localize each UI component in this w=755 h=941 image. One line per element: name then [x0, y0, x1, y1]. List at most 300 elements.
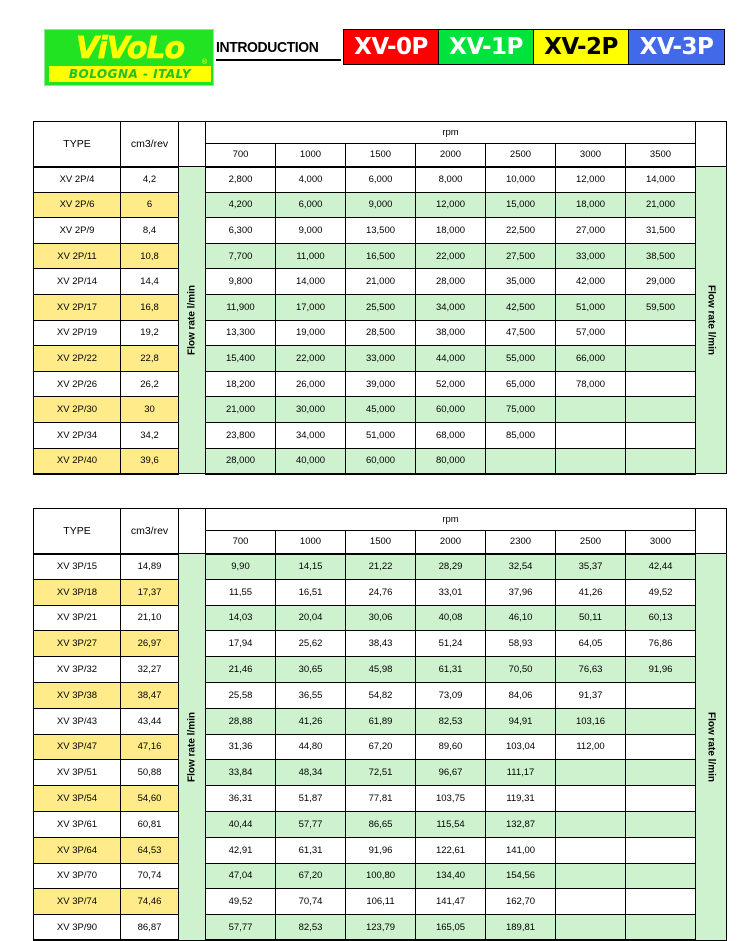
cell-flow-rate: 11,900: [206, 294, 276, 320]
cell-type: XV 3P/90: [34, 915, 121, 941]
cell-displacement: 30: [121, 397, 179, 423]
table-row: [34, 579, 727, 605]
cell-displacement: 8,4: [121, 218, 179, 244]
table-row: [34, 346, 727, 372]
cell-flow-rate: 41,26: [276, 708, 346, 734]
cell-flow-rate: 33,01: [416, 579, 486, 605]
table-row: [34, 554, 727, 580]
cell-type: XV 3P/70: [34, 863, 121, 889]
cell-flow-rate: [626, 682, 696, 708]
cell-flow-rate: 25,58: [206, 682, 276, 708]
cell-flow-rate: [556, 837, 626, 863]
cell-displacement: 64,53: [121, 837, 179, 863]
cell-type: XV 3P/47: [34, 734, 121, 760]
section-title-block: [216, 38, 341, 61]
cell-flow-rate: [626, 863, 696, 889]
cell-flow-rate: 6,000: [346, 167, 416, 193]
table-row: [34, 708, 727, 734]
cell-flow-rate: 24,76: [346, 579, 416, 605]
cell-flow-rate: 23,800: [206, 422, 276, 448]
cell-flow-rate: 57,77: [276, 811, 346, 837]
cell-flow-rate: 28,500: [346, 320, 416, 346]
col-header-displacement: cm3/rev: [121, 122, 179, 167]
cell-displacement: 14,89: [121, 554, 179, 580]
cell-flow-rate: 14,15: [276, 554, 346, 580]
header-spacer-left: [179, 122, 206, 167]
cell-flow-rate: 48,34: [276, 760, 346, 786]
cell-flow-rate: 77,81: [346, 786, 416, 812]
cell-flow-rate: 21,22: [346, 554, 416, 580]
cell-flow-rate: 13,300: [206, 320, 276, 346]
cell-flow-rate: 61,31: [276, 837, 346, 863]
cell-type: XV 3P/64: [34, 837, 121, 863]
cell-type: XV 3P/61: [34, 811, 121, 837]
cell-flow-rate: 67,20: [346, 734, 416, 760]
cell-flow-rate: [626, 320, 696, 346]
cell-flow-rate: [626, 760, 696, 786]
cell-flow-rate: 64,05: [556, 631, 626, 657]
cell-flow-rate: 55,000: [486, 346, 556, 372]
cell-displacement: 22,8: [121, 346, 179, 372]
cell-flow-rate: 86,65: [346, 811, 416, 837]
cell-displacement: 54,60: [121, 786, 179, 812]
table-body: [34, 167, 727, 474]
cell-flow-rate: 9,000: [346, 192, 416, 218]
cell-displacement: 14,4: [121, 269, 179, 295]
col-header-rpm-2500: 2500: [486, 144, 556, 167]
cell-flow-rate: 30,65: [276, 657, 346, 683]
cell-flow-rate: 41,26: [556, 579, 626, 605]
cell-flow-rate: 141,47: [416, 889, 486, 915]
cell-flow-rate: 10,000: [486, 167, 556, 193]
table-body: [34, 554, 727, 941]
cell-type: XV 2P/22: [34, 346, 121, 372]
cell-flow-rate: 76,86: [626, 631, 696, 657]
cell-type: XV 3P/38: [34, 682, 121, 708]
cell-displacement: 10,8: [121, 243, 179, 269]
cell-flow-rate: 22,500: [486, 218, 556, 244]
cell-flow-rate: 33,84: [206, 760, 276, 786]
header-spacer-right: [696, 509, 727, 554]
cell-flow-rate: 100,80: [346, 863, 416, 889]
flow-rate-label-right: [696, 554, 727, 941]
cell-flow-rate: 15,000: [486, 192, 556, 218]
cell-displacement: 16,8: [121, 294, 179, 320]
flow-rate-label-text: Flow rate l/min: [186, 711, 198, 782]
cell-flow-rate: 31,500: [626, 218, 696, 244]
cell-flow-rate: 26,000: [276, 371, 346, 397]
col-header-rpm-1000: 1000: [276, 144, 346, 167]
col-header-rpm-700: 700: [206, 144, 276, 167]
cell-type: XV 3P/27: [34, 631, 121, 657]
cell-flow-rate: 9,90: [206, 554, 276, 580]
table-row: [34, 657, 727, 683]
cell-type: XV 2P/11: [34, 243, 121, 269]
cell-flow-rate: 21,000: [346, 269, 416, 295]
cell-type: XV 2P/34: [34, 422, 121, 448]
cell-displacement: 43,44: [121, 708, 179, 734]
cell-flow-rate: 38,000: [416, 320, 486, 346]
table-row: [34, 889, 727, 915]
table-row: [34, 605, 727, 631]
cell-flow-rate: 13,500: [346, 218, 416, 244]
cell-flow-rate: 59,500: [626, 294, 696, 320]
cell-flow-rate: 51,000: [556, 294, 626, 320]
cell-type: XV 3P/32: [34, 657, 121, 683]
cell-flow-rate: 29,000: [626, 269, 696, 295]
cell-flow-rate: 82,53: [276, 915, 346, 941]
cell-flow-rate: 37,96: [486, 579, 556, 605]
table-row: [34, 192, 727, 218]
col-header-rpm-1500: 1500: [346, 144, 416, 167]
cell-flow-rate: 2,800: [206, 167, 276, 193]
header-spacer-right: [696, 122, 727, 167]
col-header-rpm-1000: 1000: [276, 531, 346, 554]
cell-flow-rate: 38,43: [346, 631, 416, 657]
cell-flow-rate: 154,56: [486, 863, 556, 889]
cell-flow-rate: 40,000: [276, 448, 346, 474]
cell-flow-rate: 61,31: [416, 657, 486, 683]
cell-flow-rate: 14,000: [276, 269, 346, 295]
table-row: [34, 734, 727, 760]
title-underline: [216, 59, 341, 61]
cell-flow-rate: 115,54: [416, 811, 486, 837]
flow-rate-label-text: Flow rate l/min: [705, 285, 717, 356]
cell-flow-rate: 60,000: [416, 397, 486, 423]
series-badge-xv-3p[interactable]: XV-3P: [629, 30, 724, 64]
cell-displacement: 4,2: [121, 167, 179, 193]
cell-flow-rate: 76,63: [556, 657, 626, 683]
cell-displacement: 32,27: [121, 657, 179, 683]
col-header-displacement: cm3/rev: [121, 509, 179, 554]
cell-flow-rate: [626, 837, 696, 863]
cell-flow-rate: [556, 448, 626, 474]
cell-flow-rate: 9,800: [206, 269, 276, 295]
cell-displacement: 6: [121, 192, 179, 218]
cell-flow-rate: 25,500: [346, 294, 416, 320]
table-row: [34, 167, 727, 193]
table-row: [34, 448, 727, 474]
series-badge-xv-2p[interactable]: XV-2P: [534, 30, 629, 64]
cell-flow-rate: 8,000: [416, 167, 486, 193]
cell-flow-rate: 35,37: [556, 554, 626, 580]
cell-flow-rate: 57,000: [556, 320, 626, 346]
cell-flow-rate: 18,000: [556, 192, 626, 218]
cell-type: XV 3P/21: [34, 605, 121, 631]
cell-flow-rate: [626, 786, 696, 812]
cell-flow-rate: 4,000: [276, 167, 346, 193]
cell-flow-rate: 39,000: [346, 371, 416, 397]
cell-flow-rate: 82,53: [416, 708, 486, 734]
cell-flow-rate: 91,96: [346, 837, 416, 863]
cell-flow-rate: 111,17: [486, 760, 556, 786]
series-badge-group: [343, 29, 725, 65]
cell-flow-rate: 42,500: [486, 294, 556, 320]
cell-flow-rate: 73,09: [416, 682, 486, 708]
cell-flow-rate: 22,000: [416, 243, 486, 269]
col-header-rpm-1500: 1500: [346, 531, 416, 554]
table-row: [34, 811, 727, 837]
cell-flow-rate: 36,55: [276, 682, 346, 708]
cell-flow-rate: [626, 708, 696, 734]
flow-rate-label-left: [179, 554, 206, 941]
cell-flow-rate: 50,11: [556, 605, 626, 631]
cell-flow-rate: 28,29: [416, 554, 486, 580]
cell-flow-rate: 52,000: [416, 371, 486, 397]
col-header-rpm-2000: 2000: [416, 531, 486, 554]
cell-flow-rate: 27,500: [486, 243, 556, 269]
cell-flow-rate: [556, 397, 626, 423]
table-row: [34, 320, 727, 346]
cell-displacement: 60,81: [121, 811, 179, 837]
table-row: [34, 269, 727, 295]
cell-flow-rate: 42,91: [206, 837, 276, 863]
cell-flow-rate: 9,000: [276, 218, 346, 244]
flow-rate-label-right: [696, 167, 727, 474]
cell-flow-rate: 6,000: [276, 192, 346, 218]
cell-type: XV 2P/4: [34, 167, 121, 193]
cell-flow-rate: 51,87: [276, 786, 346, 812]
cell-flow-rate: 25,62: [276, 631, 346, 657]
cell-flow-rate: 85,000: [486, 422, 556, 448]
table-row: [34, 863, 727, 889]
cell-flow-rate: 54,82: [346, 682, 416, 708]
cell-flow-rate: [626, 422, 696, 448]
cell-flow-rate: 112,00: [556, 734, 626, 760]
cell-flow-rate: [626, 448, 696, 474]
cell-displacement: 21,10: [121, 605, 179, 631]
registered-mark-icon: ®: [201, 58, 208, 66]
cell-flow-rate: 60,13: [626, 605, 696, 631]
cell-flow-rate: [626, 397, 696, 423]
cell-flow-rate: 122,61: [416, 837, 486, 863]
flow-rate-table-xv-3p: [33, 508, 727, 941]
cell-flow-rate: 58,93: [486, 631, 556, 657]
cell-flow-rate: 165,05: [416, 915, 486, 941]
cell-flow-rate: 70,74: [276, 889, 346, 915]
cell-flow-rate: 36,31: [206, 786, 276, 812]
cell-flow-rate: 51,000: [346, 422, 416, 448]
cell-displacement: 50,88: [121, 760, 179, 786]
cell-flow-rate: 68,000: [416, 422, 486, 448]
cell-flow-rate: 75,000: [486, 397, 556, 423]
col-header-rpm-700: 700: [206, 531, 276, 554]
cell-flow-rate: 103,16: [556, 708, 626, 734]
cell-flow-rate: 44,000: [416, 346, 486, 372]
logo-subtitle: BOLOGNA - ITALY: [49, 66, 211, 82]
cell-flow-rate: 16,51: [276, 579, 346, 605]
cell-flow-rate: [556, 786, 626, 812]
cell-flow-rate: 45,000: [346, 397, 416, 423]
cell-type: XV 2P/9: [34, 218, 121, 244]
cell-flow-rate: 132,87: [486, 811, 556, 837]
cell-type: XV 3P/54: [34, 786, 121, 812]
cell-flow-rate: [626, 734, 696, 760]
cell-flow-rate: [626, 811, 696, 837]
cell-flow-rate: 134,40: [416, 863, 486, 889]
table-row: [34, 422, 727, 448]
cell-flow-rate: 14,000: [626, 167, 696, 193]
cell-type: XV 2P/14: [34, 269, 121, 295]
cell-type: XV 3P/15: [34, 554, 121, 580]
cell-flow-rate: 21,46: [206, 657, 276, 683]
table-header: [34, 122, 727, 167]
table-row: [34, 786, 727, 812]
cell-flow-rate: 34,000: [276, 422, 346, 448]
cell-flow-rate: 47,500: [486, 320, 556, 346]
cell-flow-rate: 34,000: [416, 294, 486, 320]
cell-flow-rate: 96,67: [416, 760, 486, 786]
table-row: [34, 631, 727, 657]
cell-flow-rate: 123,79: [346, 915, 416, 941]
col-header-rpm-3000: 3000: [626, 531, 696, 554]
cell-flow-rate: 4,200: [206, 192, 276, 218]
cell-displacement: 39,6: [121, 448, 179, 474]
cell-flow-rate: 141,00: [486, 837, 556, 863]
table-row: [34, 837, 727, 863]
vivolo-logo: [44, 29, 214, 86]
header-spacer-left: [179, 509, 206, 554]
cell-type: XV 3P/18: [34, 579, 121, 605]
cell-flow-rate: 42,44: [626, 554, 696, 580]
cell-type: XV 2P/26: [34, 371, 121, 397]
cell-type: XV 2P/17: [34, 294, 121, 320]
table-row: [34, 682, 727, 708]
cell-flow-rate: 14,03: [206, 605, 276, 631]
flow-rate-label-left: [179, 167, 206, 474]
cell-flow-rate: 103,75: [416, 786, 486, 812]
cell-type: XV 3P/74: [34, 889, 121, 915]
cell-flow-rate: [626, 889, 696, 915]
col-header-rpm-3000: 3000: [556, 144, 626, 167]
cell-flow-rate: 12,000: [416, 192, 486, 218]
cell-type: XV 2P/30: [34, 397, 121, 423]
col-header-rpm-2500: 2500: [556, 531, 626, 554]
logo-wordmark: ViVoLo: [75, 31, 185, 66]
col-header-rpm-3500: 3500: [626, 144, 696, 167]
cell-type: XV 2P/40: [34, 448, 121, 474]
cell-flow-rate: 28,88: [206, 708, 276, 734]
cell-flow-rate: [556, 889, 626, 915]
col-header-rpm-2000: 2000: [416, 144, 486, 167]
cell-flow-rate: 44,80: [276, 734, 346, 760]
cell-flow-rate: 60,000: [346, 448, 416, 474]
cell-flow-rate: 18,000: [416, 218, 486, 244]
cell-flow-rate: 65,000: [486, 371, 556, 397]
cell-flow-rate: 57,77: [206, 915, 276, 941]
cell-displacement: 47,16: [121, 734, 179, 760]
cell-displacement: 38,47: [121, 682, 179, 708]
col-header-type: TYPE: [34, 509, 121, 554]
page-title: INTRODUCTION: [216, 39, 319, 56]
table-row: [34, 243, 727, 269]
cell-flow-rate: 38,500: [626, 243, 696, 269]
cell-flow-rate: 89,60: [416, 734, 486, 760]
cell-type: XV 3P/51: [34, 760, 121, 786]
cell-flow-rate: 40,44: [206, 811, 276, 837]
cell-flow-rate: 67,20: [276, 863, 346, 889]
cell-displacement: 86,87: [121, 915, 179, 941]
cell-displacement: 70,74: [121, 863, 179, 889]
cell-type: XV 3P/43: [34, 708, 121, 734]
cell-flow-rate: 119,31: [486, 786, 556, 812]
cell-displacement: 26,97: [121, 631, 179, 657]
col-header-rpm-group: rpm: [206, 122, 696, 144]
cell-flow-rate: 84,06: [486, 682, 556, 708]
cell-flow-rate: 28,000: [206, 448, 276, 474]
cell-flow-rate: 189,81: [486, 915, 556, 941]
cell-flow-rate: 42,000: [556, 269, 626, 295]
cell-flow-rate: [556, 863, 626, 889]
cell-displacement: 17,37: [121, 579, 179, 605]
cell-flow-rate: 66,000: [556, 346, 626, 372]
cell-flow-rate: 33,000: [346, 346, 416, 372]
cell-flow-rate: [626, 371, 696, 397]
col-header-rpm-2300: 2300: [486, 531, 556, 554]
cell-flow-rate: 21,000: [206, 397, 276, 423]
cell-flow-rate: 103,04: [486, 734, 556, 760]
cell-flow-rate: 94,91: [486, 708, 556, 734]
cell-flow-rate: 30,06: [346, 605, 416, 631]
col-header-type: TYPE: [34, 122, 121, 167]
cell-flow-rate: 33,000: [556, 243, 626, 269]
flow-rate-label-text: Flow rate l/min: [705, 711, 717, 782]
cell-flow-rate: [556, 811, 626, 837]
cell-flow-rate: [556, 760, 626, 786]
cell-flow-rate: 6,300: [206, 218, 276, 244]
table-row: [34, 218, 727, 244]
cell-flow-rate: 17,94: [206, 631, 276, 657]
cell-flow-rate: 46,10: [486, 605, 556, 631]
page-header: [0, 0, 755, 100]
table-row: [34, 760, 727, 786]
cell-flow-rate: 15,400: [206, 346, 276, 372]
cell-flow-rate: 106,11: [346, 889, 416, 915]
table-row: [34, 294, 727, 320]
cell-displacement: 26,2: [121, 371, 179, 397]
series-badge-xv-0p[interactable]: XV-0P: [344, 30, 439, 64]
cell-flow-rate: 51,24: [416, 631, 486, 657]
cell-flow-rate: 35,000: [486, 269, 556, 295]
cell-flow-rate: 61,89: [346, 708, 416, 734]
cell-flow-rate: 21,000: [626, 192, 696, 218]
series-badge-xv-1p[interactable]: XV-1P: [439, 30, 534, 64]
table-row: [34, 371, 727, 397]
cell-flow-rate: 45,98: [346, 657, 416, 683]
cell-displacement: 19,2: [121, 320, 179, 346]
cell-flow-rate: 27,000: [556, 218, 626, 244]
cell-displacement: 74,46: [121, 889, 179, 915]
cell-flow-rate: [486, 448, 556, 474]
cell-flow-rate: 28,000: [416, 269, 486, 295]
flow-rate-label-text: Flow rate l/min: [186, 285, 198, 356]
cell-flow-rate: 31,36: [206, 734, 276, 760]
flow-rate-table-xv-2p: [33, 121, 727, 475]
cell-flow-rate: 11,000: [276, 243, 346, 269]
cell-flow-rate: 70,50: [486, 657, 556, 683]
cell-flow-rate: 30,000: [276, 397, 346, 423]
cell-flow-rate: 49,52: [206, 889, 276, 915]
table-header: [34, 509, 727, 554]
cell-flow-rate: 17,000: [276, 294, 346, 320]
cell-flow-rate: 20,04: [276, 605, 346, 631]
cell-flow-rate: 7,700: [206, 243, 276, 269]
table-row: [34, 397, 727, 423]
cell-flow-rate: 12,000: [556, 167, 626, 193]
cell-flow-rate: 19,000: [276, 320, 346, 346]
cell-flow-rate: [556, 422, 626, 448]
cell-flow-rate: 47,04: [206, 863, 276, 889]
